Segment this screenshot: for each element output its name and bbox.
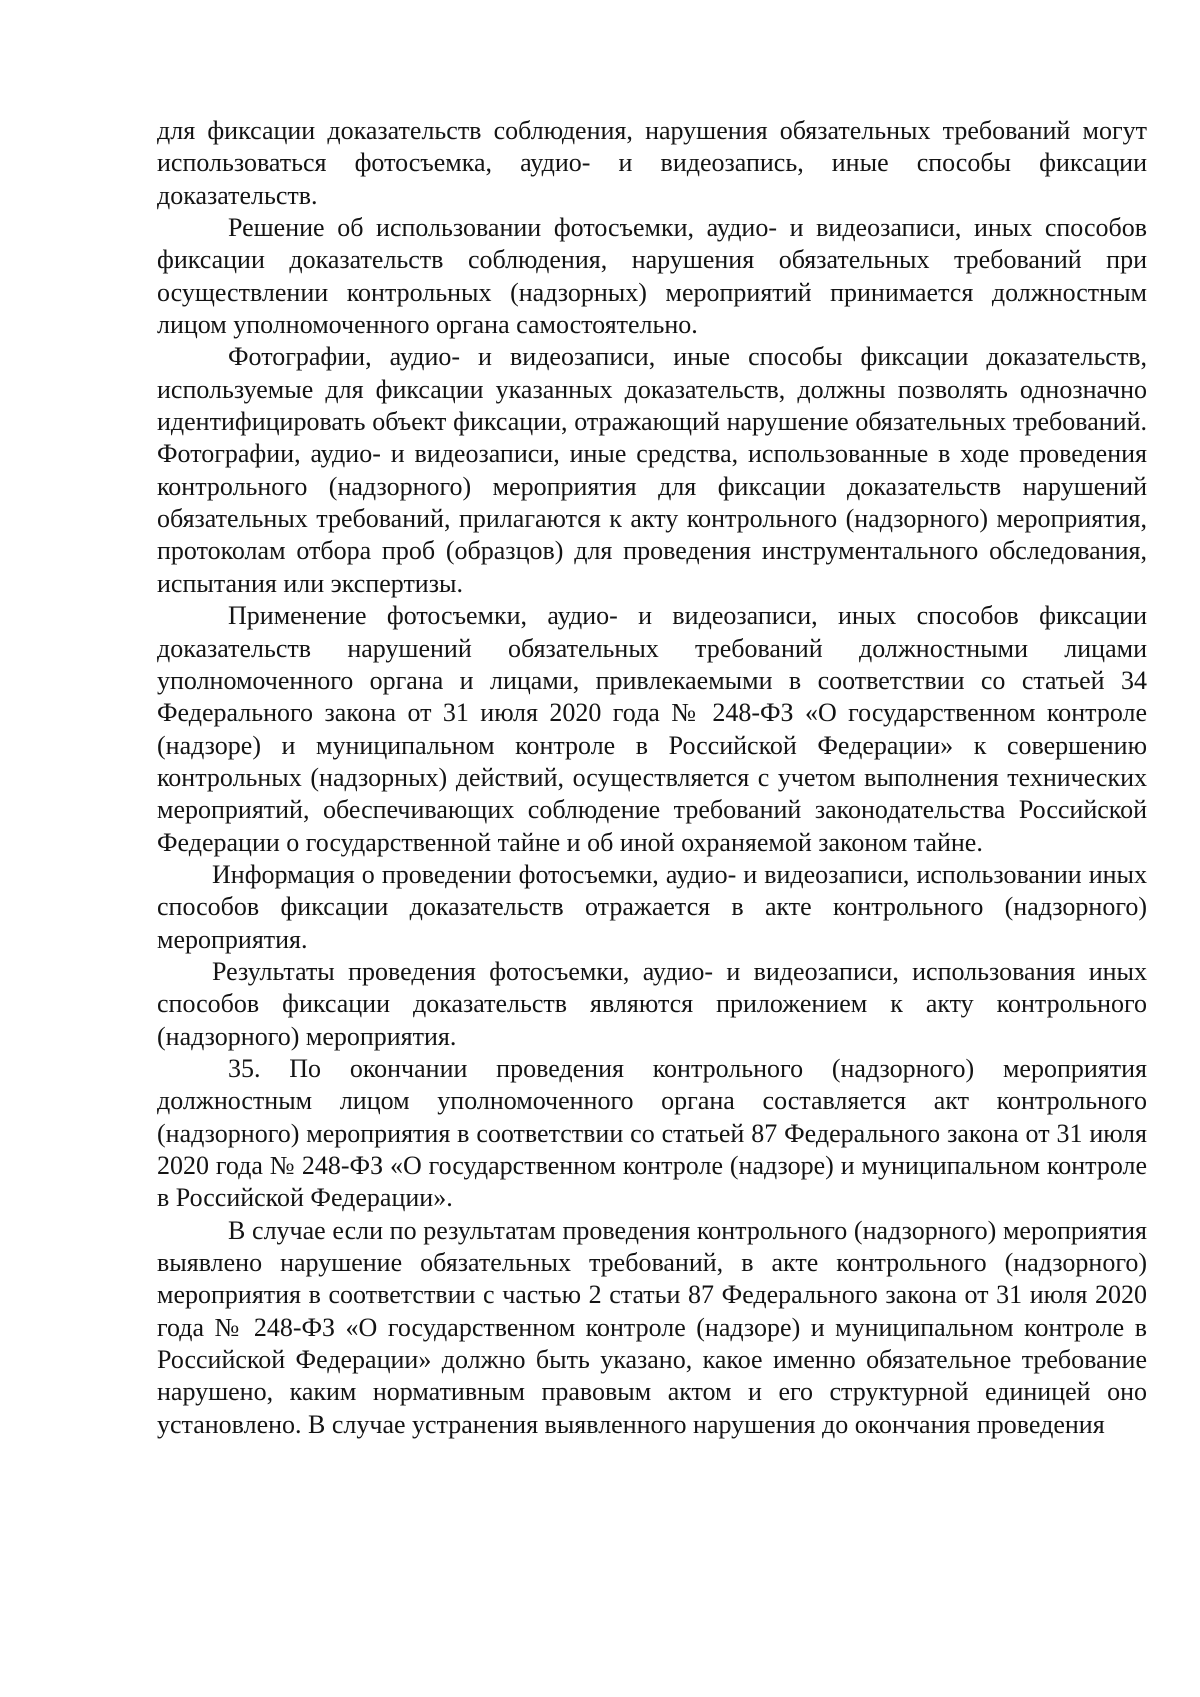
paragraph-violation-case: В случае если по результатам проведения контрольного (надзорного) мероприятия выявлено нарушение обязательных требований, в акте контрольного (надзорного) мероприятия в соответствии с частью 2 статьи 87 Федерального закона от 31 июля 2020 года № 248-ФЗ «О государственном контроле (надзоре) и муниципальном контроле в Российской Федерации» должно быть указано, какое именно обязательное требование нарушено, каким нормативным правовым актом и его структурной единицей оно установлено. В случае устранения выявленного нарушения до окончания проведения — [157, 1215, 1147, 1439]
paragraph-recording-information: Информация о проведении фотосъемки, аудио- и видеозаписи, использовании иных способов фиксации доказательств отражается в акте контрольного (надзорного) мероприятия. — [157, 859, 1147, 954]
paragraph-recording-application: Применение фотосъемки, аудио- и видеозаписи, иных способов фиксации доказательств нарушений обязательных требований должностными лицами уполномоченного органа и лицами, привлекаемыми в соответствии со статьей 34 Федерального закона от 31 июля 2020 года № 248-ФЗ «О государственном контроле (надзоре) и муниципальном контроле в Российской Федерации» к совершению контрольных (надзорных) действий, осуществляется с учетом выполнения технических мероприятий, обеспечивающих соблюдение требований законодательства Российской Федерации о государственной тайне и об иной охраняемой законом тайне. — [157, 601, 1147, 857]
paragraph-item-35: 35. По окончании проведения контрольного (надзорного) мероприятия должностным лицом уполномоченного органа составляется акт контрольного (надзорного) мероприятия в соответствии со статьей 87 Федерального закона от 31 июля 2020 года № 248-ФЗ «О государственном контроле (надзоре) и муниципальном контроле в Российской Федерации». — [157, 1053, 1147, 1213]
document-body — [157, 115, 1147, 1441]
paragraph-recording-decision: Решение об использовании фотосъемки, аудио- и видеозаписи, иных способов фиксации доказательств соблюдения, нарушения обязательных требований при осуществлении контрольных (надзорных) мероприятий принимается должностным лицом уполномоченного органа самостоятельно. — [157, 213, 1147, 340]
paragraph-recording-requirements: Фотографии, аудио- и видеозаписи, иные способы фиксации доказательств, используемые для фиксации указанных доказательств, должны позволять однозначно идентифицировать объект фиксации, отражающий нарушение обязательных требований. Фотографии, аудио- и видеозаписи, иные средства, использованные в ходе проведения контрольного (надзорного) мероприятия для фиксации доказательств нарушений обязательных требований, прилагаются к акту контрольного (надзорного) мероприятия, протоколам отбора проб (образцов) для проведения инструментального обследования, испытания или экспертизы. — [157, 342, 1147, 598]
paragraph-recording-results: Результаты проведения фотосъемки, аудио- и видеозаписи, использования иных способов фиксации доказательств являются приложением к акту контрольного (надзорного) мероприятия. — [157, 956, 1147, 1051]
paragraph-continuation: для фиксации доказательств соблюдения, нарушения обязательных требований могут использоваться фотосъемка, аудио- и видеозапись, иные способы фиксации доказательств. — [157, 116, 1147, 210]
